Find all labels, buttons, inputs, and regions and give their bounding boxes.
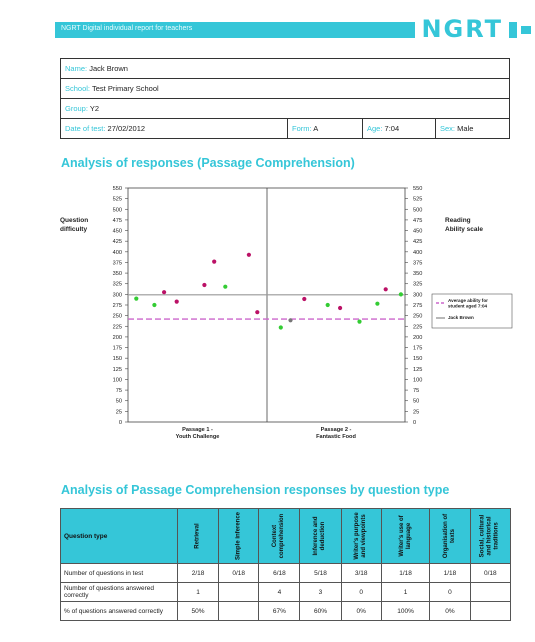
column-header-wrap — [303, 509, 337, 563]
question-type-header: Question type — [61, 509, 178, 564]
column-header-wrap — [181, 509, 215, 563]
column-header-text: Organisation of texts — [442, 513, 456, 559]
table-cell: 50% — [178, 602, 219, 621]
table-cell: 2/18 — [178, 564, 219, 583]
y-axis-label-right: Reading Ability scale — [445, 217, 483, 233]
report-title: NGRT Digital individual report for teachers — [61, 25, 193, 32]
point-s0-7 — [399, 292, 403, 296]
tick-label-left-8: 200 — [112, 334, 122, 341]
chart-reference-lines — [128, 295, 405, 319]
section-title-question-type: Analysis of Passage Comprehension responses by question type — [61, 483, 450, 497]
point-s0-0 — [134, 297, 138, 301]
question-type-header-row — [61, 509, 511, 564]
tick-label-right-10: 250 — [413, 313, 423, 320]
legend-label-line: Average ability for — [448, 298, 488, 303]
tick-label-right-18: 450 — [413, 228, 423, 235]
age-value: 7:04 — [384, 124, 400, 133]
info-age: Age: 7:04 — [363, 119, 436, 139]
table-cell: 0% — [341, 602, 381, 621]
x-label-passage-2 — [316, 427, 356, 440]
tick-label-left-17: 425 — [112, 239, 122, 246]
tick-label-right-6: 150 — [413, 356, 423, 363]
column-header-text: Social, cultural and historical traditions — [479, 514, 500, 558]
column-header-0 — [178, 509, 219, 564]
form-value: A — [313, 124, 319, 133]
tick-label-left-7: 175 — [112, 345, 122, 352]
point-s1-4 — [247, 253, 251, 257]
info-group: Group: Y2 — [61, 99, 510, 119]
tick-label-left-19: 475 — [112, 217, 122, 224]
column-header-7 — [470, 509, 510, 564]
tick-label-right-4: 100 — [413, 377, 423, 384]
x-label-part: Passage 2 - — [320, 427, 352, 433]
table-cell: 1/18 — [381, 564, 429, 583]
chart-points — [134, 253, 403, 330]
question-type-table — [60, 508, 511, 621]
tick-label-right-7: 175 — [413, 345, 423, 352]
plot-frame — [128, 188, 405, 422]
tick-label-right-9: 225 — [413, 324, 423, 331]
table-cell — [470, 602, 510, 621]
x-label-part: Fantastic Food — [316, 434, 356, 440]
point-s2-0 — [288, 318, 292, 322]
section-title-responses: Analysis of responses (Passage Comprehension) — [61, 156, 355, 170]
point-s1-7 — [338, 306, 342, 310]
column-header-text: Inference and deduction — [313, 516, 327, 556]
tick-label-right-14: 350 — [413, 271, 423, 278]
tick-label-left-12: 300 — [112, 292, 122, 299]
tick-label-right-17: 425 — [413, 239, 423, 246]
table-cell: 60% — [300, 602, 341, 621]
table-cell — [219, 583, 259, 602]
tick-label-right-5: 125 — [413, 366, 423, 373]
point-s0-2 — [223, 285, 227, 289]
tick-label-right-15: 375 — [413, 260, 423, 267]
column-header-wrap — [474, 509, 507, 563]
legend-label-0 — [448, 298, 488, 309]
point-s0-4 — [326, 303, 330, 307]
tick-label-right-22: 550 — [413, 186, 423, 192]
tick-label-left-0: 0 — [118, 420, 122, 426]
table-cell — [470, 583, 510, 602]
column-header-4 — [341, 509, 381, 564]
tick-label-right-0: 0 — [413, 420, 417, 426]
tick-label-left-16: 400 — [112, 249, 122, 256]
ngrt-logo: NGRT — [415, 14, 509, 44]
table-cell: 100% — [381, 602, 429, 621]
column-header-3 — [300, 509, 341, 564]
point-s1-1 — [175, 300, 179, 304]
table-cell — [219, 602, 259, 621]
tick-label-left-11: 275 — [112, 303, 122, 309]
tick-label-right-2: 50 — [413, 398, 420, 405]
info-school: School: Test Primary School — [61, 79, 510, 99]
column-header-wrap — [385, 509, 426, 563]
point-s1-8 — [384, 287, 388, 291]
test-date: 27/02/2012 — [107, 124, 146, 133]
tick-label-left-18: 450 — [112, 228, 122, 235]
column-header-1 — [219, 509, 259, 564]
table-cell: 3 — [300, 583, 341, 602]
point-s0-1 — [152, 303, 156, 307]
column-header-2 — [259, 509, 300, 564]
info-date: Date of test: 27/02/2012 — [61, 119, 288, 139]
point-s1-2 — [202, 283, 206, 287]
table-cell: 0 — [430, 583, 470, 602]
row-label: Number of questions answered correctly — [61, 583, 178, 602]
table-cell: 1/18 — [430, 564, 470, 583]
column-header-text: Simple inference — [235, 511, 242, 561]
x-label-part: Passage 1 - — [182, 427, 213, 433]
column-header-text: Writer's use of language — [398, 515, 412, 557]
y-axis-label-left: Question difficulty — [60, 217, 89, 233]
table-cell: 67% — [259, 602, 300, 621]
tick-label-right-13: 325 — [413, 281, 423, 288]
point-s1-5 — [255, 310, 259, 314]
legend-label-1: Jack Brown — [448, 315, 474, 320]
tick-label-left-10: 250 — [112, 313, 122, 320]
group-value: Y2 — [89, 104, 100, 113]
column-header-text: Context comprehension — [272, 513, 286, 559]
tick-label-right-16: 400 — [413, 249, 423, 256]
tick-label-right-1: 25 — [413, 409, 420, 416]
chart-grid — [128, 188, 405, 422]
table-cell: 6/18 — [259, 564, 300, 583]
table-cell: 0/18 — [470, 564, 510, 583]
question-type-body — [61, 564, 511, 621]
point-s0-3 — [279, 325, 283, 329]
info-name: Name: Jack Brown — [61, 59, 510, 79]
table-cell: 1 — [178, 583, 219, 602]
x-label-part: Youth Challenge — [175, 434, 220, 440]
tick-label-left-21: 525 — [112, 196, 122, 203]
column-header-wrap — [222, 509, 255, 563]
column-header-5 — [381, 509, 429, 564]
tick-label-left-20: 500 — [112, 207, 122, 214]
table-cell: 5/18 — [300, 564, 341, 583]
tick-label-right-21: 525 — [413, 196, 423, 203]
tick-label-right-8: 200 — [413, 334, 423, 341]
tick-label-right-11: 275 — [413, 303, 423, 309]
tick-label-left-2: 50 — [115, 398, 122, 405]
table-row — [61, 583, 511, 602]
table-row — [61, 564, 511, 583]
row-label: % of questions answered correctly — [61, 602, 178, 621]
chart-x-labels — [176, 427, 357, 440]
table-cell: 3/18 — [341, 564, 381, 583]
column-header-text: Writer's purpose and viewpoints — [354, 512, 368, 560]
point-s1-6 — [302, 297, 306, 301]
point-s1-0 — [162, 290, 166, 294]
tick-label-right-19: 475 — [413, 217, 423, 224]
tick-label-left-22: 550 — [112, 186, 122, 192]
column-header-text: Retrieval — [194, 523, 201, 549]
table-cell: 1 — [381, 583, 429, 602]
tick-label-left-9: 225 — [112, 324, 122, 331]
row-label: Number of questions in test — [61, 564, 178, 583]
tick-label-left-5: 125 — [112, 366, 122, 373]
table-cell: 0/18 — [219, 564, 259, 583]
tick-label-left-13: 325 — [112, 281, 122, 288]
table-cell: 0 — [341, 583, 381, 602]
tick-label-left-15: 375 — [112, 260, 122, 267]
info-form: Form: A — [288, 119, 363, 139]
chart-legend — [432, 294, 512, 328]
tick-label-left-6: 150 — [112, 356, 122, 363]
student-name: Jack Brown — [89, 64, 128, 73]
legend-label-line: student aged 7:04 — [448, 303, 488, 309]
point-s0-6 — [375, 302, 379, 306]
column-header-6 — [430, 509, 470, 564]
point-s1-3 — [212, 260, 216, 264]
tick-label-left-1: 25 — [115, 409, 122, 416]
point-s0-5 — [357, 320, 361, 324]
table-row — [61, 602, 511, 621]
column-header-wrap — [433, 509, 466, 563]
chart-ticks — [113, 186, 423, 426]
table-cell: 4 — [259, 583, 300, 602]
tick-label-right-20: 500 — [413, 207, 423, 214]
info-sex: Sex: Male — [436, 119, 510, 139]
tick-label-left-14: 350 — [112, 271, 122, 278]
school-name: Test Primary School — [91, 84, 159, 93]
column-header-wrap — [345, 509, 378, 563]
column-header-wrap — [262, 509, 296, 563]
table-cell: 0% — [430, 602, 470, 621]
sex-value: Male — [457, 124, 474, 133]
tick-label-right-12: 300 — [413, 292, 423, 299]
tick-label-right-3: 75 — [413, 388, 420, 395]
x-label-passage-1 — [176, 427, 220, 440]
tick-label-left-3: 75 — [115, 388, 122, 395]
tick-label-left-4: 100 — [112, 377, 122, 384]
